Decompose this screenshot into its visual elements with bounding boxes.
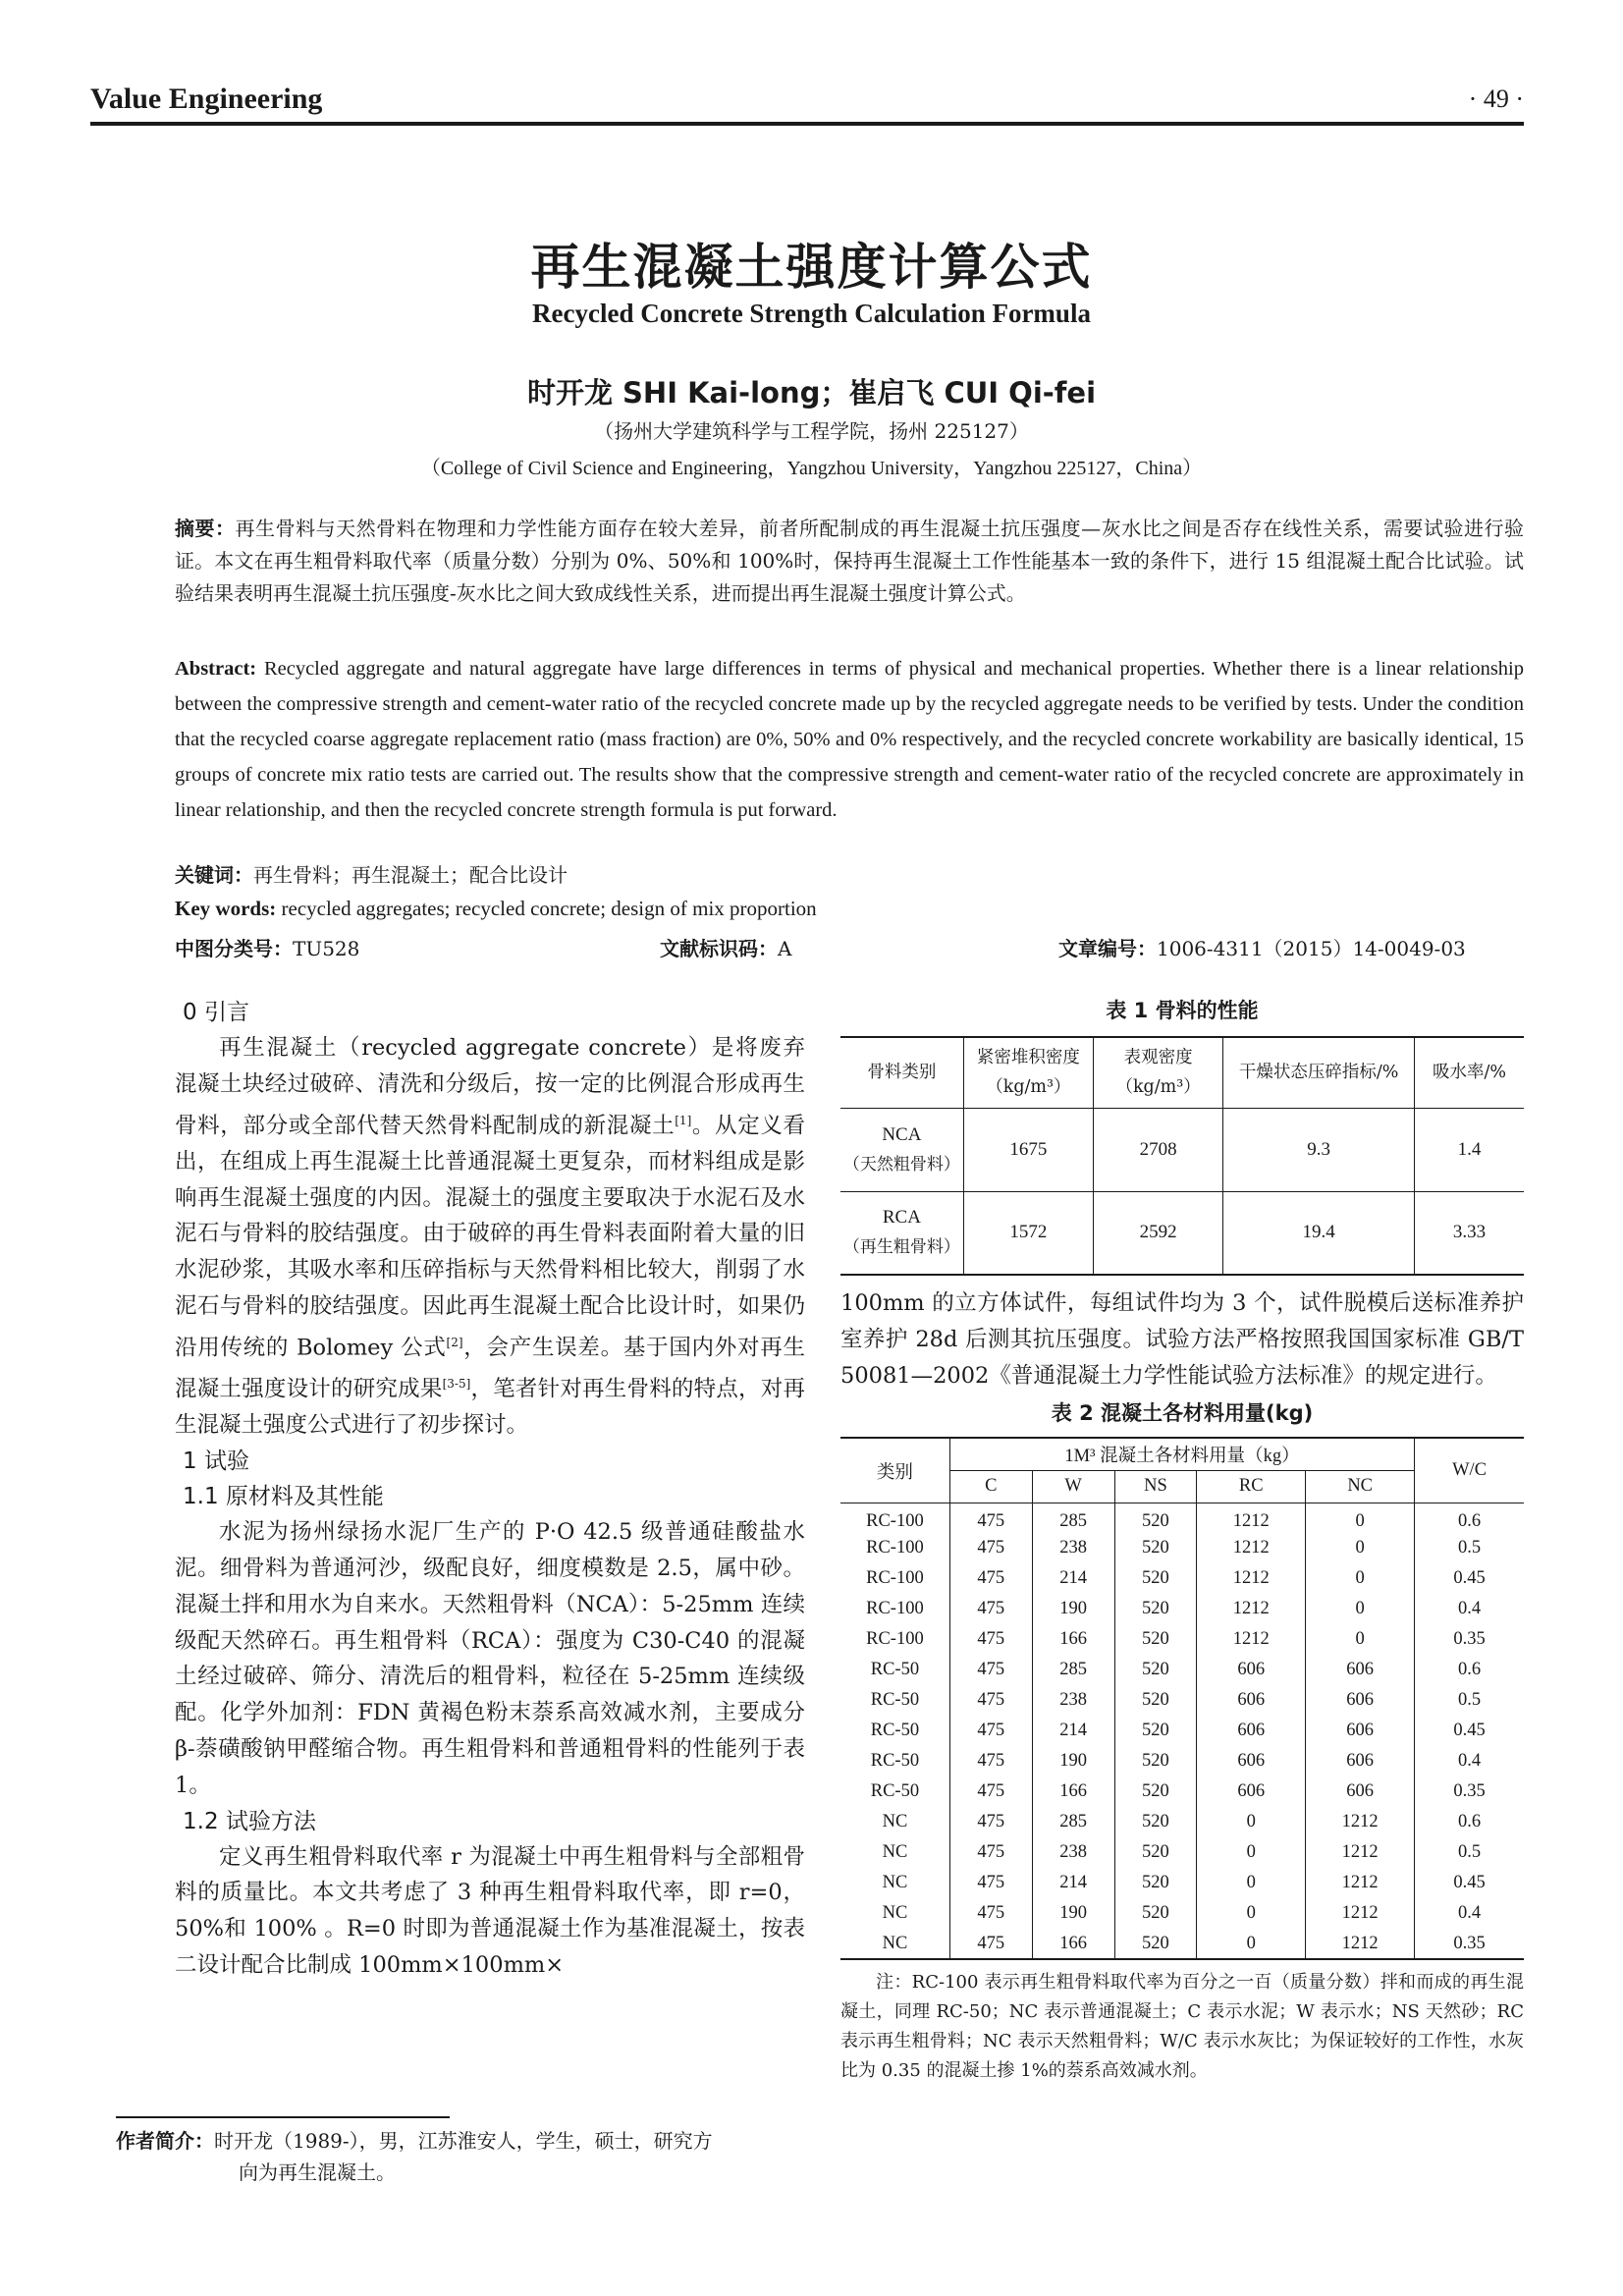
table2-cell: 0 — [1197, 1898, 1306, 1929]
table2-cell: 475 — [949, 1837, 1032, 1868]
citation-1: [1] — [675, 1113, 692, 1127]
table2-cell: 0.6 — [1415, 1503, 1524, 1533]
table2-header-col: NS — [1114, 1470, 1197, 1503]
table2-cell: 606 — [1306, 1777, 1415, 1807]
table2-cell: 0 — [1197, 1868, 1306, 1898]
table2-cell: 475 — [949, 1716, 1032, 1746]
table2-cell: 190 — [1032, 1898, 1114, 1929]
table2-cell: 0.45 — [1415, 1716, 1524, 1746]
affiliation-english: （College of Civil Science and Engineering，Yangzhou University，Yangzhou 225127，China） — [420, 458, 1203, 479]
table2-cell: 475 — [949, 1807, 1032, 1837]
table2-cell: 520 — [1114, 1868, 1197, 1898]
authors: 时开龙 SHI Kai-long；崔启飞 CUI Qi-fei — [526, 376, 1097, 410]
intro-text-4: ，笔者针对再生骨料的特点，对再生混凝土强度公式进行了初步探讨。 — [175, 1376, 805, 1439]
table-row — [840, 1868, 1524, 1898]
footnote-label: 作者简介： — [116, 2129, 214, 2153]
table-row — [840, 1898, 1524, 1929]
table2-cell: 0 — [1197, 1837, 1306, 1868]
methods-paragraph: 定义再生粗骨料取代率 r 为混凝土中再生粗骨料与全部粗骨料的质量比。本文共考虑了 3 种再生粗骨料取代率，即 r=0，50%和 100% 。R=0 时即为普通混凝土作为基准混凝土，按表二设计配合比制成 100mm×100mm× — [175, 1843, 805, 1979]
table-row — [840, 1594, 1524, 1624]
table2-cell: 190 — [1032, 1594, 1114, 1624]
abstract-text: 再生骨料与天然骨料在物理和力学性能方面存在较大差异，前者所配制成的再生混凝土抗压强度—灰水比之间是否存在线性关系，需要试验进行验证。本文在再生粗骨料取代率（质量分数）分别为 0%、50%和 100%时，保持再生混凝土工作性能基本一致的条件下，进行 15 组混凝土配合比试验。试验结果表明再生混凝土抗压强度-灰水比之间大致成线性关系，进而提出再生混凝土强度计算公式。 — [175, 517, 1525, 605]
table2-cell: RC-100 — [840, 1503, 949, 1533]
table2-cell: 520 — [1114, 1685, 1197, 1716]
table2-cell: RC-100 — [840, 1594, 949, 1624]
table2-header-col: RC — [1197, 1470, 1306, 1503]
table2-cell: 475 — [949, 1868, 1032, 1898]
table2-cell: 1212 — [1197, 1533, 1306, 1563]
table2-cell: 0 — [1306, 1533, 1415, 1563]
table2-cell: 606 — [1306, 1655, 1415, 1685]
table2-cell: 0 — [1306, 1594, 1415, 1624]
table2-cell: 1212 — [1306, 1929, 1415, 1959]
running-header — [90, 82, 1524, 126]
keywords-en-label: Key words: — [175, 897, 277, 920]
keywords-label: 关键词： — [175, 863, 253, 887]
title-chinese: 再生混凝土强度计算公式 — [530, 239, 1093, 296]
table2-header-wc: W/C — [1415, 1438, 1524, 1503]
table2-cell: 520 — [1114, 1898, 1197, 1929]
table2-cell: 0.45 — [1415, 1563, 1524, 1594]
table-row — [840, 1624, 1524, 1655]
abstract-chinese — [175, 513, 1524, 610]
table2-header-col: NC — [1306, 1470, 1415, 1503]
table2-cell: 0 — [1197, 1929, 1306, 1959]
table2-cell: RC-100 — [840, 1563, 949, 1594]
table2-cell: 606 — [1197, 1746, 1306, 1777]
table2-cell: 475 — [949, 1685, 1032, 1716]
table2-cell: 606 — [1197, 1685, 1306, 1716]
table-row — [840, 1837, 1524, 1868]
keywords-en-text: recycled aggregates; recycled concrete; design of mix proportion — [276, 897, 817, 920]
table2-cell: RC-50 — [840, 1655, 949, 1685]
abstract-label: 摘要： — [175, 517, 236, 540]
table2-cell: 520 — [1114, 1503, 1197, 1533]
table1-cell: 2592 — [1094, 1191, 1223, 1275]
table2-cell: NC — [840, 1837, 949, 1868]
table2-cell: 0.35 — [1415, 1624, 1524, 1655]
table2-cell: 0 — [1306, 1563, 1415, 1594]
abstract-en-text: Recycled aggregate and natural aggregate have large differences in terms of physical and mechanical properties. Whether there is a linear relationship between the compressive strength and cement-water ratio of the recycled concrete made up by the recycled aggregate needs to be verified by tests. Under the condition that the recycled coarse aggregate replacement ratio (mass fraction) are 0%, 50% and 0% respectively, and the recycled concrete workability are basically identical, 15 groups of concrete mix ratio tests are carried out. The results show that the compressive strength and cement-water ratio of the recycled concrete are approximately in linear relationship, and then the recycled concrete strength formula is put forward. — [175, 658, 1524, 821]
table2-cell: 475 — [949, 1624, 1032, 1655]
table2-cell: 0 — [1306, 1503, 1415, 1533]
table2-cell: 475 — [949, 1655, 1032, 1685]
table2-cell: 520 — [1114, 1929, 1197, 1959]
table2-header-col: W — [1032, 1470, 1114, 1503]
table1-cell: 19.4 — [1223, 1191, 1415, 1275]
journal-name: Value Engineering — [90, 82, 323, 115]
table2-cell: 285 — [1032, 1807, 1114, 1837]
table1-cell: 1572 — [963, 1191, 1093, 1275]
citation-3: [3-5] — [442, 1377, 471, 1392]
table2-mix-proportions — [840, 1437, 1524, 1960]
table-row — [840, 1685, 1524, 1716]
table-row — [840, 1563, 1524, 1594]
table2-cell: 214 — [1032, 1868, 1114, 1898]
table2-cell: 475 — [949, 1777, 1032, 1807]
document-code-value: A — [778, 937, 792, 960]
table2-cell: 0.4 — [1415, 1746, 1524, 1777]
document-code — [660, 933, 791, 961]
table-row — [840, 1108, 1524, 1191]
section-heading-intro: 0 引言 — [183, 1000, 249, 1025]
table2-cell: 1212 — [1197, 1563, 1306, 1594]
table-row — [840, 1746, 1524, 1777]
table2-cell: 520 — [1114, 1837, 1197, 1868]
table2-cell: 166 — [1032, 1777, 1114, 1807]
table2-cell: 0.6 — [1415, 1655, 1524, 1685]
table2-cell: 606 — [1197, 1777, 1306, 1807]
table2-cell: 285 — [1032, 1655, 1114, 1685]
footnote-rule — [116, 2116, 450, 2118]
left-column — [175, 995, 805, 1984]
subsection-heading-methods: 1.2 试验方法 — [183, 1808, 316, 1834]
table2-cell: 520 — [1114, 1655, 1197, 1685]
table-row — [840, 1716, 1524, 1746]
table2-caption: 表 2 混凝土各材料用量(kg) — [1051, 1401, 1314, 1426]
table2-cell: 0.5 — [1415, 1685, 1524, 1716]
table2-note: 注：RC-100 表示再生粗骨料取代率为百分之一百（质量分数）拌和而成的再生混凝土，同理 RC-50；NC 表示普通混凝土；C 表示水泥；W 表示水；NS 天然砂；RC 表示再生粗骨料；NC 表示天然粗骨料；W/C 表示水灰比；为保证较好的工作性，水灰比为 0.35 的混凝土掺 1%的萘系高效减水剂。 — [840, 1972, 1524, 2082]
table2-cell: 606 — [1197, 1716, 1306, 1746]
table2-cell: RC-100 — [840, 1624, 949, 1655]
aggregate-desc: （天然粗骨料） — [842, 1154, 960, 1175]
methods-paragraph-continued: 100mm 的立方体试件，每组试件均为 3 个，试件脱模后送标准养护室养护 28d 后测其抗压强度。试验方法严格按照我国国家标准 GB/T 50081—2002《普通混凝土力学性能试验方法标准》的规定进行。 — [840, 1290, 1524, 1389]
table2-header-type: 类别 — [840, 1438, 949, 1503]
footnote-line-1: 时开龙（1989-），男，江苏淮安人，学生，硕士，研究方 — [214, 2129, 713, 2153]
table-row — [840, 1807, 1524, 1837]
table2-cell: 190 — [1032, 1746, 1114, 1777]
table1-header: 骨料类别 — [840, 1037, 963, 1108]
table2-cell: 285 — [1032, 1503, 1114, 1533]
table2-header-col: C — [949, 1470, 1032, 1503]
table2-cell: RC-100 — [840, 1533, 949, 1563]
table2-cell: 520 — [1114, 1716, 1197, 1746]
table1-cell: 2708 — [1094, 1108, 1223, 1191]
table2-cell: NC — [840, 1807, 949, 1837]
table-row — [840, 1777, 1524, 1807]
table2-cell: 238 — [1032, 1685, 1114, 1716]
table2-cell: 475 — [949, 1594, 1032, 1624]
title-english: Recycled Concrete Strength Calculation Formula — [532, 299, 1091, 328]
table1-aggregate-properties — [840, 1036, 1524, 1276]
subsection-heading-materials: 1.1 原材料及其性能 — [183, 1484, 384, 1510]
intro-text-2: 。从定义看出，在组成上再生混凝土比普通混凝土更复杂，而材料组成是影响再生混凝土强度的内因。混凝土的强度主要取决于水泥石及水泥石与骨料的胶结强度。由于破碎的再生骨料表面附着大量的旧水泥砂浆，其吸水率和压碎指标与天然骨料相比较大，削弱了水泥石与骨料的胶结强度。因此再生混凝土配合比设计时，如果仍沿用传统的 Bolomey 公式 — [175, 1113, 805, 1361]
aggregate-name: NCA — [882, 1123, 922, 1145]
table2-cell: 1212 — [1197, 1503, 1306, 1533]
table1-header: 紧密堆积密度（kg/m³） — [963, 1037, 1093, 1108]
keywords-chinese — [175, 859, 568, 888]
table2-cell: NC — [840, 1929, 949, 1959]
table2-cell: 1212 — [1306, 1837, 1415, 1868]
table2-cell: 520 — [1114, 1594, 1197, 1624]
table2-cell: 520 — [1114, 1807, 1197, 1837]
aggregate-name: RCA — [882, 1207, 921, 1229]
intro-paragraph — [175, 1030, 805, 1444]
table2-cell: 0.6 — [1415, 1807, 1524, 1837]
table-row — [840, 1655, 1524, 1685]
table2-cell: NC — [840, 1868, 949, 1898]
table2-cell: 214 — [1032, 1563, 1114, 1594]
table2-cell: 475 — [949, 1533, 1032, 1563]
table2-cell: 520 — [1114, 1533, 1197, 1563]
section-heading-experiment: 1 试验 — [183, 1449, 249, 1475]
table2-cell: 520 — [1114, 1624, 1197, 1655]
aggregate-desc: （再生粗骨料） — [842, 1237, 960, 1258]
author-footnote — [116, 2125, 803, 2188]
table-row — [840, 1533, 1524, 1563]
table2-cell: 475 — [949, 1503, 1032, 1533]
table2-cell: 0.4 — [1415, 1898, 1524, 1929]
table2-cell: 1212 — [1197, 1624, 1306, 1655]
classification-label: 中图分类号： — [175, 937, 293, 960]
abstract-english — [175, 651, 1524, 828]
table1-cell: 3.33 — [1415, 1191, 1524, 1275]
classification-value: TU528 — [293, 937, 360, 960]
table2-cell: 475 — [949, 1929, 1032, 1959]
table2-header-group: 1M³ 混凝土各材料用量（kg） — [949, 1438, 1414, 1470]
table-row — [840, 1191, 1524, 1275]
citation-2: [2] — [446, 1335, 463, 1349]
table2-cell: 475 — [949, 1563, 1032, 1594]
table2-cell: RC-50 — [840, 1746, 949, 1777]
keywords-english — [175, 897, 817, 921]
page-number: · 49 · — [1468, 84, 1524, 113]
table2-cell: 0.4 — [1415, 1594, 1524, 1624]
table2-cell: 0 — [1197, 1807, 1306, 1837]
table1-header: 表观密度（kg/m³） — [1094, 1037, 1223, 1108]
article-number-label: 文章编号： — [1058, 937, 1157, 960]
table2-cell: 475 — [949, 1746, 1032, 1777]
table1-header: 干燥状态压碎指标/% — [1223, 1037, 1415, 1108]
table2-cell: 214 — [1032, 1716, 1114, 1746]
materials-paragraph: 水泥为扬州绿扬水泥厂生产的 P·O 42.5 级普通硅酸盐水泥。细骨料为普通河沙，级配良好，细度模数是 2.5，属中砂。混凝土拌和用水为自来水。天然粗骨料（NCA）：5-25mm 连续级配天然碎石。再生粗骨料（RCA）：强度为 C30-C40 的混凝土经过破碎、筛分、清洗后的粗骨料，粒径在 5-25mm 连续级配。化学外加剂：FDN 黄褐色粉末萘系高效减水剂，主要成分 β-萘磺酸钠甲醛缩合物。再生粗骨料和普通粗骨料的性能列于表 1。 — [175, 1519, 805, 1798]
table2-cell: 606 — [1306, 1685, 1415, 1716]
affiliation-chinese: （扬州大学建筑科学与工程学院，扬州 225127） — [594, 419, 1029, 443]
table2-cell: RC-50 — [840, 1716, 949, 1746]
classification-number — [175, 933, 359, 961]
abstract-en-label: Abstract: — [175, 658, 257, 680]
table2-cell: 0.5 — [1415, 1533, 1524, 1563]
table2-cell: 0.45 — [1415, 1868, 1524, 1898]
table2-cell: 166 — [1032, 1624, 1114, 1655]
keywords-text: 再生骨料；再生混凝土；配合比设计 — [253, 863, 568, 887]
right-column — [840, 995, 1524, 2086]
table1-cell — [840, 1108, 963, 1191]
table2-cell: RC-50 — [840, 1777, 949, 1807]
header-rule — [90, 122, 1524, 126]
article-number-value: 1006-4311（2015）14-0049-03 — [1157, 937, 1466, 960]
table2-cell: 606 — [1197, 1655, 1306, 1685]
table2-cell: 238 — [1032, 1837, 1114, 1868]
table1-cell: 1.4 — [1415, 1108, 1524, 1191]
table2-cell: 238 — [1032, 1533, 1114, 1563]
table2-cell: 0 — [1306, 1624, 1415, 1655]
table2-cell: NC — [840, 1898, 949, 1929]
table2-cell: 475 — [949, 1898, 1032, 1929]
document-code-label: 文献标识码： — [660, 937, 778, 960]
table1-caption: 表 1 骨料的性能 — [1106, 999, 1259, 1022]
table-row — [840, 1929, 1524, 1959]
article-number — [1058, 933, 1466, 961]
intro-text-3: ，会产生误差。基于国内外对再生混凝土强度设计的研究成果 — [175, 1335, 805, 1402]
table2-cell: 520 — [1114, 1777, 1197, 1807]
footnote-line-2: 向为再生混凝土。 — [239, 2160, 396, 2184]
table2-cell: 0.5 — [1415, 1837, 1524, 1868]
table1-cell: 1675 — [963, 1108, 1093, 1191]
table2-cell: 1212 — [1197, 1594, 1306, 1624]
table2-cell: 520 — [1114, 1746, 1197, 1777]
table2-cell: 1212 — [1306, 1868, 1415, 1898]
table2-cell: 0.35 — [1415, 1929, 1524, 1959]
table1-cell — [840, 1191, 963, 1275]
table2-cell: 0.35 — [1415, 1777, 1524, 1807]
table2-cell: 166 — [1032, 1929, 1114, 1959]
table2-cell: 606 — [1306, 1746, 1415, 1777]
table2-cell: 606 — [1306, 1716, 1415, 1746]
table2-cell: 1212 — [1306, 1807, 1415, 1837]
table2-cell: 1212 — [1306, 1898, 1415, 1929]
table1-header: 吸水率/% — [1415, 1037, 1524, 1108]
table1-cell: 9.3 — [1223, 1108, 1415, 1191]
table2-cell: RC-50 — [840, 1685, 949, 1716]
table-row — [840, 1503, 1524, 1533]
table2-cell: 520 — [1114, 1563, 1197, 1594]
intro-text-1: 再生混凝土（recycled aggregate concrete）是将废弃混凝土块经过破碎、清洗和分级后，按一定的比例混合形成再生骨料，部分或全部代替天然骨料配制成的新混凝土 — [175, 1035, 805, 1139]
